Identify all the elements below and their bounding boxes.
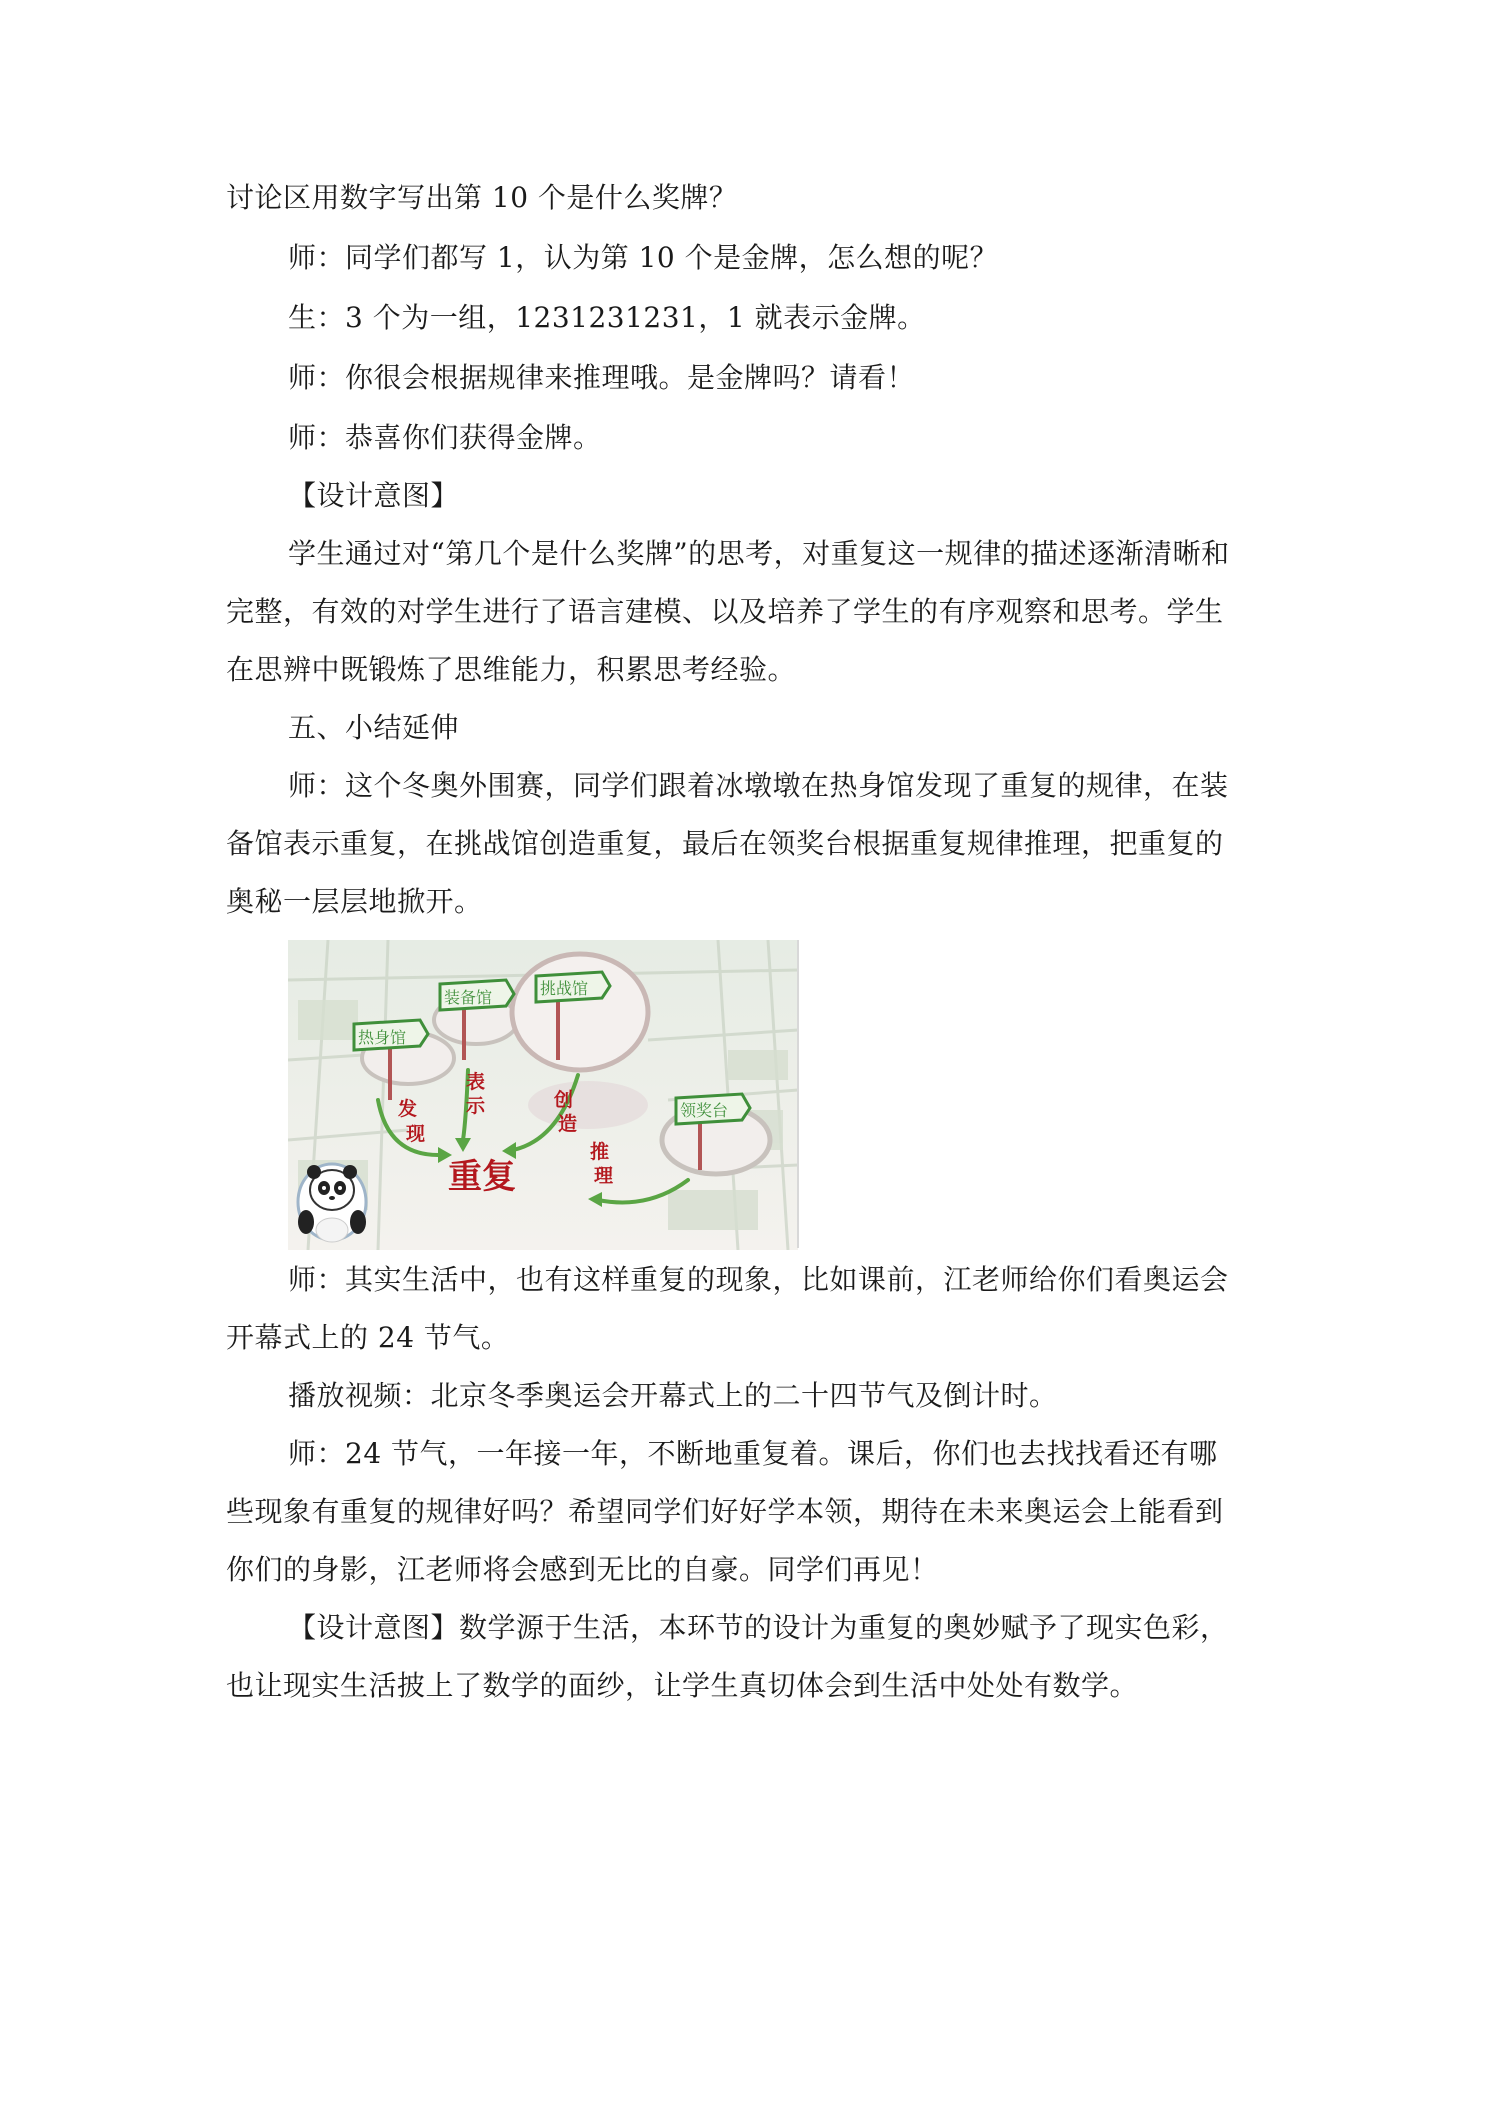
sign-challenge-label: 挑战馆 <box>540 979 589 998</box>
venue-diagram <box>288 940 800 1250</box>
paragraph-teacher-1: 师：同学们都写 1，认为第 10 个是金牌，怎么想的呢？ <box>288 241 999 274</box>
verb-discover-1: 发 <box>398 1098 418 1120</box>
venue-diagram-figure <box>288 940 800 1250</box>
mascot-panda-icon <box>298 1164 366 1242</box>
design-intent-line-3: 在思辨中既锻炼了思维能力，积累思考经验。 <box>226 653 797 686</box>
sign-warmup <box>354 1020 428 1050</box>
center-label: 重复 <box>448 1157 516 1197</box>
final-intent-line-2: 也让现实生活披上了数学的面纱，让学生真切体会到生活中处处有数学。 <box>226 1669 1139 1702</box>
paragraph-student: 生：3 个为一组，1231231231，1 就表示金牌。 <box>288 301 926 334</box>
sign-podium-label: 领奖台 <box>680 1101 729 1120</box>
sign-podium <box>676 1094 750 1124</box>
sign-warmup-label: 热身馆 <box>358 1028 407 1047</box>
summary-line-1: 师：这个冬奥外围赛，同学们跟着冰墩墩在热身馆发现了重复的规律，在装 <box>288 769 1229 802</box>
design-intent-heading: 【设计意图】 <box>288 479 460 512</box>
challenge-venue-base <box>528 1081 648 1129</box>
figure-divider <box>797 940 799 1248</box>
closing-line-3: 你们的身影，江老师将会感到无比的自豪。同学们再见！ <box>226 1553 939 1586</box>
video-line: 播放视频：北京冬季奥运会开幕式上的二十四节气及倒计时。 <box>288 1379 1058 1412</box>
life-line-1: 师：其实生活中，也有这样重复的现象，比如课前，江老师给你们看奥运会 <box>288 1263 1229 1296</box>
sign-equipment <box>440 980 514 1010</box>
paragraph-teacher-2: 师：你很会根据规律来推理哦。是金牌吗？请看！ <box>288 361 916 394</box>
verb-create-2: 造 <box>558 1113 578 1135</box>
section-heading: 五、小结延伸 <box>288 711 460 744</box>
closing-line-2: 些现象有重复的规律好吗？希望同学们好好学本领，期待在未来奥运会上能看到 <box>226 1495 1224 1528</box>
summary-line-2: 备馆表示重复，在挑战馆创造重复，最后在领奖台根据重复规律推理，把重复的 <box>226 827 1224 860</box>
verb-infer-1: 推 <box>590 1141 610 1163</box>
challenge-venue <box>512 954 648 1070</box>
closing-line-1: 师：24 节气，一年接一年，不断地重复着。课后，你们也去找找看还有哪 <box>288 1437 1218 1470</box>
verb-represent-1: 表 <box>466 1071 486 1093</box>
verb-represent-2: 示 <box>466 1095 486 1117</box>
final-intent-line-1: 【设计意图】数学源于生活，本环节的设计为重复的奥妙赋予了现实色彩， <box>288 1611 1229 1644</box>
design-intent-line-2: 完整，有效的对学生进行了语言建模、以及培养了学生的有序观察和思考。学生 <box>226 595 1224 628</box>
paragraph-question: 讨论区用数字写出第 10 个是什么奖牌？ <box>226 181 738 214</box>
verb-discover-2: 现 <box>406 1123 426 1145</box>
verb-create-1: 创 <box>554 1089 574 1111</box>
design-intent-line-1: 学生通过对“第几个是什么奖牌”的思考，对重复这一规律的描述逐渐清晰和 <box>288 537 1230 570</box>
paragraph-teacher-3: 师：恭喜你们获得金牌。 <box>288 421 602 454</box>
verb-infer-2: 理 <box>594 1165 614 1187</box>
life-line-2: 开幕式上的 24 节气。 <box>226 1321 510 1354</box>
sign-equipment-label: 装备馆 <box>444 988 493 1007</box>
summary-line-3: 奥秘一层层地掀开。 <box>226 885 483 918</box>
sign-challenge <box>536 972 610 1002</box>
